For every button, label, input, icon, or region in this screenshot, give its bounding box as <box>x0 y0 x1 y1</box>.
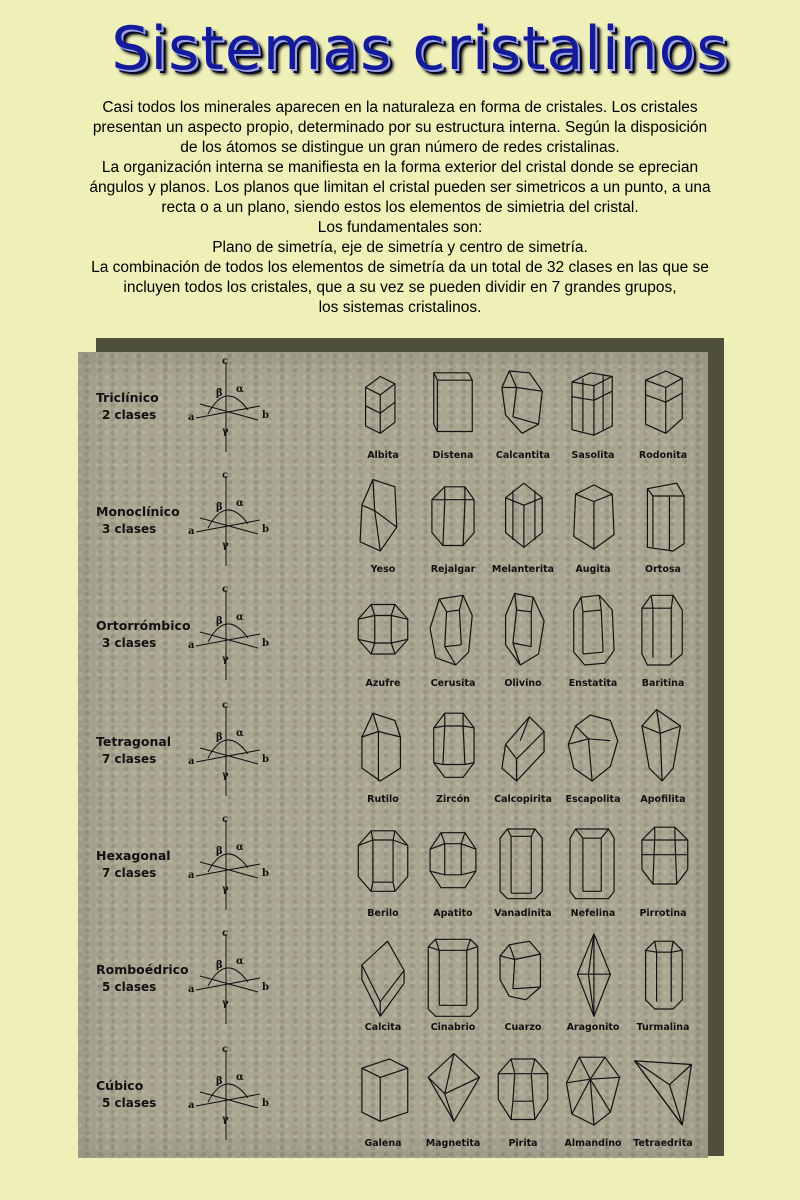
crystal-icon <box>350 932 416 1020</box>
crystal-icon <box>350 818 416 906</box>
mineral-label: Tetraedrita <box>633 1138 693 1149</box>
intro-line: La organización interna se manifiesta en la forma exterior del cristal donde se eprecian <box>101 159 699 176</box>
axis-label: α <box>236 842 244 853</box>
crystal-systems-panel <box>78 352 708 1158</box>
axis-label: β <box>216 1076 223 1087</box>
axis-diagram-icon <box>186 700 276 800</box>
mineral-item <box>420 704 486 814</box>
crystal-icon <box>490 360 556 448</box>
axis-label: β <box>216 502 223 513</box>
mineral-item <box>350 704 416 814</box>
crystal-icon <box>560 360 626 448</box>
mineral-label: Rutilo <box>367 794 399 805</box>
axis-label: c <box>222 470 229 481</box>
mineral-label: Melanterita <box>491 564 555 575</box>
mineral-item <box>350 474 416 584</box>
mineral-label: Berilo <box>367 908 399 919</box>
intro-line: incluyen todos los cristales, que a su vez se pueden dividir en 7 grandes grupos, <box>123 279 677 296</box>
intro-line: los sistemas cristalinos. <box>318 299 482 316</box>
axis-label: b <box>262 410 269 421</box>
mineral-item <box>490 1048 556 1158</box>
mineral-label: Cerusita <box>430 678 476 689</box>
crystal-icon <box>630 360 696 448</box>
axis-label: b <box>262 982 269 993</box>
axis-label: γ <box>222 654 229 665</box>
crystal-icon <box>490 474 556 562</box>
crystal-system-row <box>78 1040 708 1152</box>
crystal-icon <box>630 1048 696 1136</box>
mineral-item <box>560 1048 626 1158</box>
crystal-icon <box>420 474 486 562</box>
axis-diagram-icon <box>186 1044 276 1144</box>
mineral-label: Aragonito <box>566 1022 620 1033</box>
mineral-label: Nefelina <box>570 908 616 919</box>
mineral-label: Apatito <box>433 908 473 919</box>
mineral-item <box>490 588 556 698</box>
crystal-system-row <box>78 924 708 1036</box>
system-name: Cúbico <box>96 1078 144 1093</box>
axis-label: β <box>216 960 223 971</box>
axis-label: α <box>236 728 244 739</box>
mineral-item <box>420 932 486 1042</box>
axis-label: γ <box>222 1114 229 1125</box>
crystal-icon <box>630 588 696 676</box>
intro-line: recta o a un plano, siendo estos los elementos de simietria del cristal. <box>161 199 639 216</box>
mineral-label: Yeso <box>370 564 396 575</box>
crystal-icon <box>420 932 486 1020</box>
axis-label: c <box>222 584 229 595</box>
crystal-icon <box>560 588 626 676</box>
axis-label: c <box>222 700 229 711</box>
axis-label: b <box>262 524 269 535</box>
crystal-icon <box>350 588 416 676</box>
system-classes: 7 clases <box>102 866 157 880</box>
crystal-icon <box>560 704 626 792</box>
crystal-icon <box>630 818 696 906</box>
crystal-icon <box>630 474 696 562</box>
mineral-label: Augita <box>575 564 611 575</box>
axis-diagram-icon <box>186 356 276 456</box>
mineral-item <box>350 932 416 1042</box>
mineral-label: Rejalgar <box>430 564 476 575</box>
mineral-label: Almandino <box>564 1138 622 1149</box>
mineral-label: Albita <box>367 450 399 461</box>
system-name: Hexagonal <box>96 848 171 863</box>
mineral-label: Pirrotina <box>639 908 687 919</box>
mineral-label: Olivino <box>504 678 542 689</box>
axis-label: a <box>188 640 195 651</box>
crystal-icon <box>420 818 486 906</box>
axis-label: b <box>262 754 269 765</box>
mineral-item <box>560 474 626 584</box>
mineral-label: Ortosa <box>645 564 681 575</box>
system-name: Tetragonal <box>96 734 172 749</box>
system-classes: 5 clases <box>102 1096 157 1110</box>
mineral-item <box>350 1048 416 1158</box>
mineral-label: Escapolita <box>565 794 621 805</box>
mineral-item <box>350 818 416 928</box>
axis-label: β <box>216 846 223 857</box>
system-classes: 7 clases <box>102 752 157 766</box>
crystal-icon <box>350 1048 416 1136</box>
mineral-item <box>630 818 696 928</box>
axis-label: a <box>188 412 195 423</box>
intro-line: ángulos y planos. Los planos que limitan el cristal pueden ser simetricos a un punto, a una <box>89 179 711 196</box>
axis-label: α <box>236 1072 244 1083</box>
mineral-item <box>560 932 626 1042</box>
axis-label: γ <box>222 884 229 895</box>
axis-diagram-icon <box>186 584 276 684</box>
crystal-icon <box>490 1048 556 1136</box>
crystal-icon <box>560 1048 626 1136</box>
crystal-icon <box>490 704 556 792</box>
system-name: Monoclínico <box>96 504 180 519</box>
intro-line: de los átomos se distingue un gran número de redes cristalinas. <box>180 139 620 156</box>
mineral-item <box>630 360 696 470</box>
axis-label: a <box>188 526 195 537</box>
axis-diagram-icon <box>186 470 276 570</box>
system-name: Romboédrico <box>96 962 189 977</box>
mineral-item <box>560 818 626 928</box>
mineral-label: Cinabrio <box>430 1022 476 1033</box>
crystal-icon <box>420 360 486 448</box>
mineral-item <box>490 818 556 928</box>
mineral-label: Calcantita <box>495 450 551 461</box>
mineral-item <box>350 588 416 698</box>
axis-label: c <box>222 814 229 825</box>
axis-label: a <box>188 870 195 881</box>
axis-label: a <box>188 1100 195 1111</box>
mineral-item <box>420 360 486 470</box>
mineral-item <box>420 474 486 584</box>
axis-label: β <box>216 732 223 743</box>
mineral-item <box>490 932 556 1042</box>
mineral-item <box>630 932 696 1042</box>
mineral-label: Apofilita <box>640 794 686 805</box>
mineral-item <box>490 474 556 584</box>
mineral-label: Sasolita <box>571 450 615 461</box>
axis-label: β <box>216 388 223 399</box>
mineral-label: Rodonita <box>638 450 688 461</box>
crystal-icon <box>420 588 486 676</box>
mineral-label: Zircón <box>436 794 470 805</box>
axis-label: α <box>236 956 244 967</box>
mineral-label: Vanadinita <box>494 908 552 919</box>
axis-label: c <box>222 928 229 939</box>
crystal-system-row <box>78 352 708 464</box>
mineral-label: Enstatita <box>568 678 618 689</box>
mineral-item <box>630 1048 696 1158</box>
mineral-item <box>630 588 696 698</box>
crystal-icon <box>490 588 556 676</box>
intro-line: La combinación de todos los elementos de simetría da un total de 32 clases en las que se <box>91 259 709 276</box>
crystal-system-row <box>78 810 708 922</box>
crystal-icon <box>560 474 626 562</box>
mineral-item <box>490 704 556 814</box>
crystal-icon <box>490 932 556 1020</box>
crystal-system-row <box>78 696 708 808</box>
crystal-system-row <box>78 580 708 692</box>
axis-label: b <box>262 868 269 879</box>
system-classes: 2 clases <box>102 408 157 422</box>
crystal-icon <box>350 360 416 448</box>
crystal-icon <box>630 932 696 1020</box>
crystal-icon <box>420 1048 486 1136</box>
mineral-item <box>350 360 416 470</box>
mineral-label: Calcopirita <box>494 794 552 805</box>
crystal-icon <box>350 474 416 562</box>
mineral-label: Baritina <box>641 678 685 689</box>
system-classes: 5 clases <box>102 980 157 994</box>
page-title: Sistemas cristalinos <box>111 14 729 84</box>
mineral-item <box>560 360 626 470</box>
intro-line: Casi todos los minerales aparecen en la naturaleza en forma de cristales. Los cristales <box>102 99 698 116</box>
system-classes: 3 clases <box>102 636 157 650</box>
crystal-icon <box>560 932 626 1020</box>
mineral-item <box>420 588 486 698</box>
crystal-icon <box>560 818 626 906</box>
mineral-label: Magnetita <box>425 1138 481 1149</box>
mineral-item <box>560 704 626 814</box>
system-name: Ortorrómbico <box>96 618 191 633</box>
axis-diagram-icon <box>186 814 276 914</box>
mineral-label: Pirita <box>508 1138 538 1149</box>
crystal-icon <box>350 704 416 792</box>
mineral-item <box>420 818 486 928</box>
mineral-item <box>490 360 556 470</box>
axis-label: c <box>222 356 229 367</box>
mineral-item <box>420 1048 486 1158</box>
axis-label: γ <box>222 426 229 437</box>
axis-label: α <box>236 384 244 395</box>
axis-label: γ <box>222 540 229 551</box>
mineral-label: Azufre <box>365 678 401 689</box>
crystal-icon <box>420 704 486 792</box>
mineral-item <box>560 588 626 698</box>
axis-label: a <box>188 984 195 995</box>
crystal-icon <box>630 704 696 792</box>
crystal-system-row <box>78 466 708 578</box>
axis-label: γ <box>222 998 229 1009</box>
axis-label: β <box>216 616 223 627</box>
intro-line: presentan un aspecto propio, determinado por su estructura interna. Según la disposición <box>92 119 708 136</box>
axis-label: γ <box>222 770 229 781</box>
intro-text <box>20 98 780 318</box>
axis-label: b <box>262 638 269 649</box>
mineral-label: Distena <box>432 450 474 461</box>
system-name: Triclínico <box>96 390 159 405</box>
axis-label: c <box>222 1044 229 1055</box>
mineral-label: Galena <box>364 1138 402 1149</box>
system-classes: 3 clases <box>102 522 157 536</box>
mineral-item <box>630 704 696 814</box>
crystal-icon <box>490 818 556 906</box>
mineral-label: Cuarzo <box>504 1022 542 1033</box>
mineral-item <box>630 474 696 584</box>
axis-diagram-icon <box>186 928 276 1028</box>
mineral-label: Turmalina <box>636 1022 690 1033</box>
axis-label: a <box>188 756 195 767</box>
axis-label: α <box>236 498 244 509</box>
mineral-label: Calcita <box>364 1022 402 1033</box>
axis-label: b <box>262 1098 269 1109</box>
intro-line: Los fundamentales son: <box>317 219 483 236</box>
intro-line: Plano de simetría, eje de simetría y centro de simetría. <box>212 239 588 256</box>
axis-label: α <box>236 612 244 623</box>
